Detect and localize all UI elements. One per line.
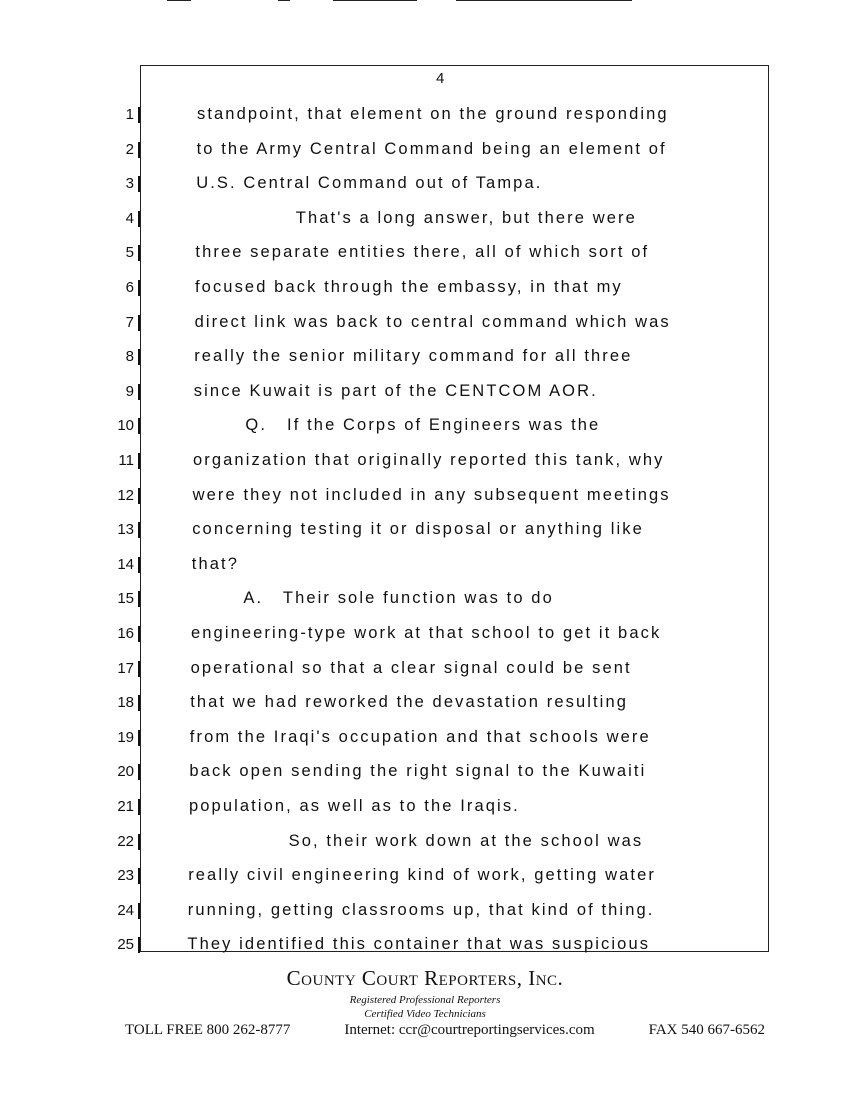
transcript-line-text: organization that originally reported this tank, why bbox=[193, 451, 665, 469]
transcript-line-text: Q. If the Corps of Engineers was the bbox=[245, 416, 601, 435]
page-number: 4 bbox=[436, 70, 445, 87]
line-marker bbox=[138, 626, 140, 642]
line-number: 24 bbox=[117, 901, 134, 919]
transcript-line-text: from the Iraqi's occupation and that schools were bbox=[189, 727, 651, 746]
contact-line bbox=[125, 1022, 765, 1039]
transcript-line-text: standpoint, that element on the ground responding bbox=[197, 105, 669, 123]
line-marker bbox=[138, 903, 140, 919]
line-number: 2 bbox=[125, 140, 134, 158]
line-number: 11 bbox=[118, 452, 134, 469]
line-marker bbox=[138, 868, 140, 884]
line-number: 13 bbox=[117, 521, 134, 539]
transcript-line-text: That's a long answer, but there were bbox=[295, 208, 637, 227]
transcript-line-text: U.S. Central Command out of Tampa. bbox=[196, 174, 543, 193]
line-number: 23 bbox=[117, 867, 134, 885]
line-number: 4 bbox=[125, 209, 134, 227]
transcript-line-text: three separate entities there, all of which sort of bbox=[195, 243, 650, 262]
line-number: 20 bbox=[117, 763, 134, 781]
transcript-line-text: concerning testing it or disposal or anything like bbox=[192, 520, 644, 539]
company-name: County Court Reporters, Inc. bbox=[286, 966, 564, 990]
line-marker bbox=[138, 764, 140, 780]
transcript-frame bbox=[140, 65, 769, 952]
line-marker bbox=[138, 315, 140, 331]
line-number: 19 bbox=[117, 728, 134, 746]
transcript-line-text: population, as well as to the Iraqis. bbox=[189, 797, 520, 815]
line-marker bbox=[138, 488, 140, 504]
company-subtitle-2: Certified Video Technicians bbox=[364, 1008, 486, 1020]
line-number: 6 bbox=[125, 279, 134, 296]
transcript-line-text: operational so that a clear signal could be sent bbox=[190, 658, 632, 677]
line-number: 12 bbox=[117, 486, 134, 504]
transcript-line-text: that? bbox=[191, 554, 239, 573]
line-number: 16 bbox=[117, 625, 134, 642]
transcript-line-text: since Kuwait is part of the CENTCOM AOR. bbox=[193, 381, 598, 400]
line-number: 7 bbox=[125, 313, 134, 331]
transcript-line-text: that we had reworked the devastation resulting bbox=[190, 693, 628, 712]
line-marker bbox=[138, 142, 140, 158]
line-number: 1 bbox=[125, 106, 134, 123]
fax-number: FAX 540 667-6562 bbox=[648, 1022, 765, 1038]
line-number: 17 bbox=[117, 659, 134, 677]
transcript-line-text: were they not included in any subsequent meetings bbox=[192, 485, 671, 504]
line-marker bbox=[138, 799, 140, 815]
line-marker bbox=[138, 176, 140, 192]
internet-email: Internet: ccr@courtreportingservices.com bbox=[344, 1022, 595, 1038]
line-number: 8 bbox=[125, 348, 134, 366]
line-number: 25 bbox=[117, 936, 134, 954]
transcript-line-text: really civil engineering kind of work, getting water bbox=[188, 866, 656, 885]
line-marker bbox=[138, 834, 140, 850]
line-marker bbox=[138, 557, 140, 573]
transcript-line-text: focused back through the embassy, in that my bbox=[195, 278, 623, 296]
line-marker bbox=[138, 591, 140, 607]
line-number: 18 bbox=[117, 694, 134, 712]
transcript-line-text: They identified this container that was suspicious bbox=[187, 935, 651, 954]
line-marker bbox=[138, 211, 140, 227]
transcript-line-text: back open sending the right signal to the Kuwaiti bbox=[189, 762, 647, 781]
line-marker bbox=[138, 695, 140, 711]
line-marker bbox=[138, 937, 140, 953]
line-number: 10 bbox=[117, 417, 134, 435]
toll-free-number: TOLL FREE 800 262-8777 bbox=[125, 1022, 291, 1038]
line-marker bbox=[138, 522, 140, 538]
line-marker bbox=[138, 453, 140, 469]
transcript-line-text: to the Army Central Command being an element of bbox=[196, 139, 667, 158]
line-marker bbox=[138, 384, 140, 400]
line-number: 21 bbox=[117, 798, 134, 815]
line-marker bbox=[138, 280, 140, 296]
line-marker bbox=[138, 107, 140, 123]
company-subtitle-1: Registered Professional Reporters bbox=[349, 994, 501, 1006]
line-number: 5 bbox=[125, 244, 134, 262]
transcript-line-text: engineering-type work at that school to get it back bbox=[191, 624, 662, 642]
line-marker bbox=[138, 245, 140, 261]
line-marker bbox=[138, 349, 140, 365]
transcript-line-text: direct link was back to central command which was bbox=[194, 312, 671, 331]
line-marker bbox=[138, 730, 140, 746]
transcript-line-text: A. Their sole function was to do bbox=[243, 589, 554, 608]
transcript-line-text: really the senior military command for all three bbox=[194, 347, 633, 366]
line-marker bbox=[138, 418, 140, 434]
line-number: 3 bbox=[125, 175, 134, 193]
line-number: 22 bbox=[117, 832, 134, 850]
line-number: 14 bbox=[117, 555, 134, 573]
line-number: 9 bbox=[125, 382, 134, 400]
line-marker bbox=[138, 661, 140, 677]
transcript-line-text: So, their work down at the school was bbox=[288, 831, 644, 850]
transcript-line-text: running, getting classrooms up, that kind of thing. bbox=[187, 900, 655, 919]
line-number: 15 bbox=[117, 590, 134, 608]
